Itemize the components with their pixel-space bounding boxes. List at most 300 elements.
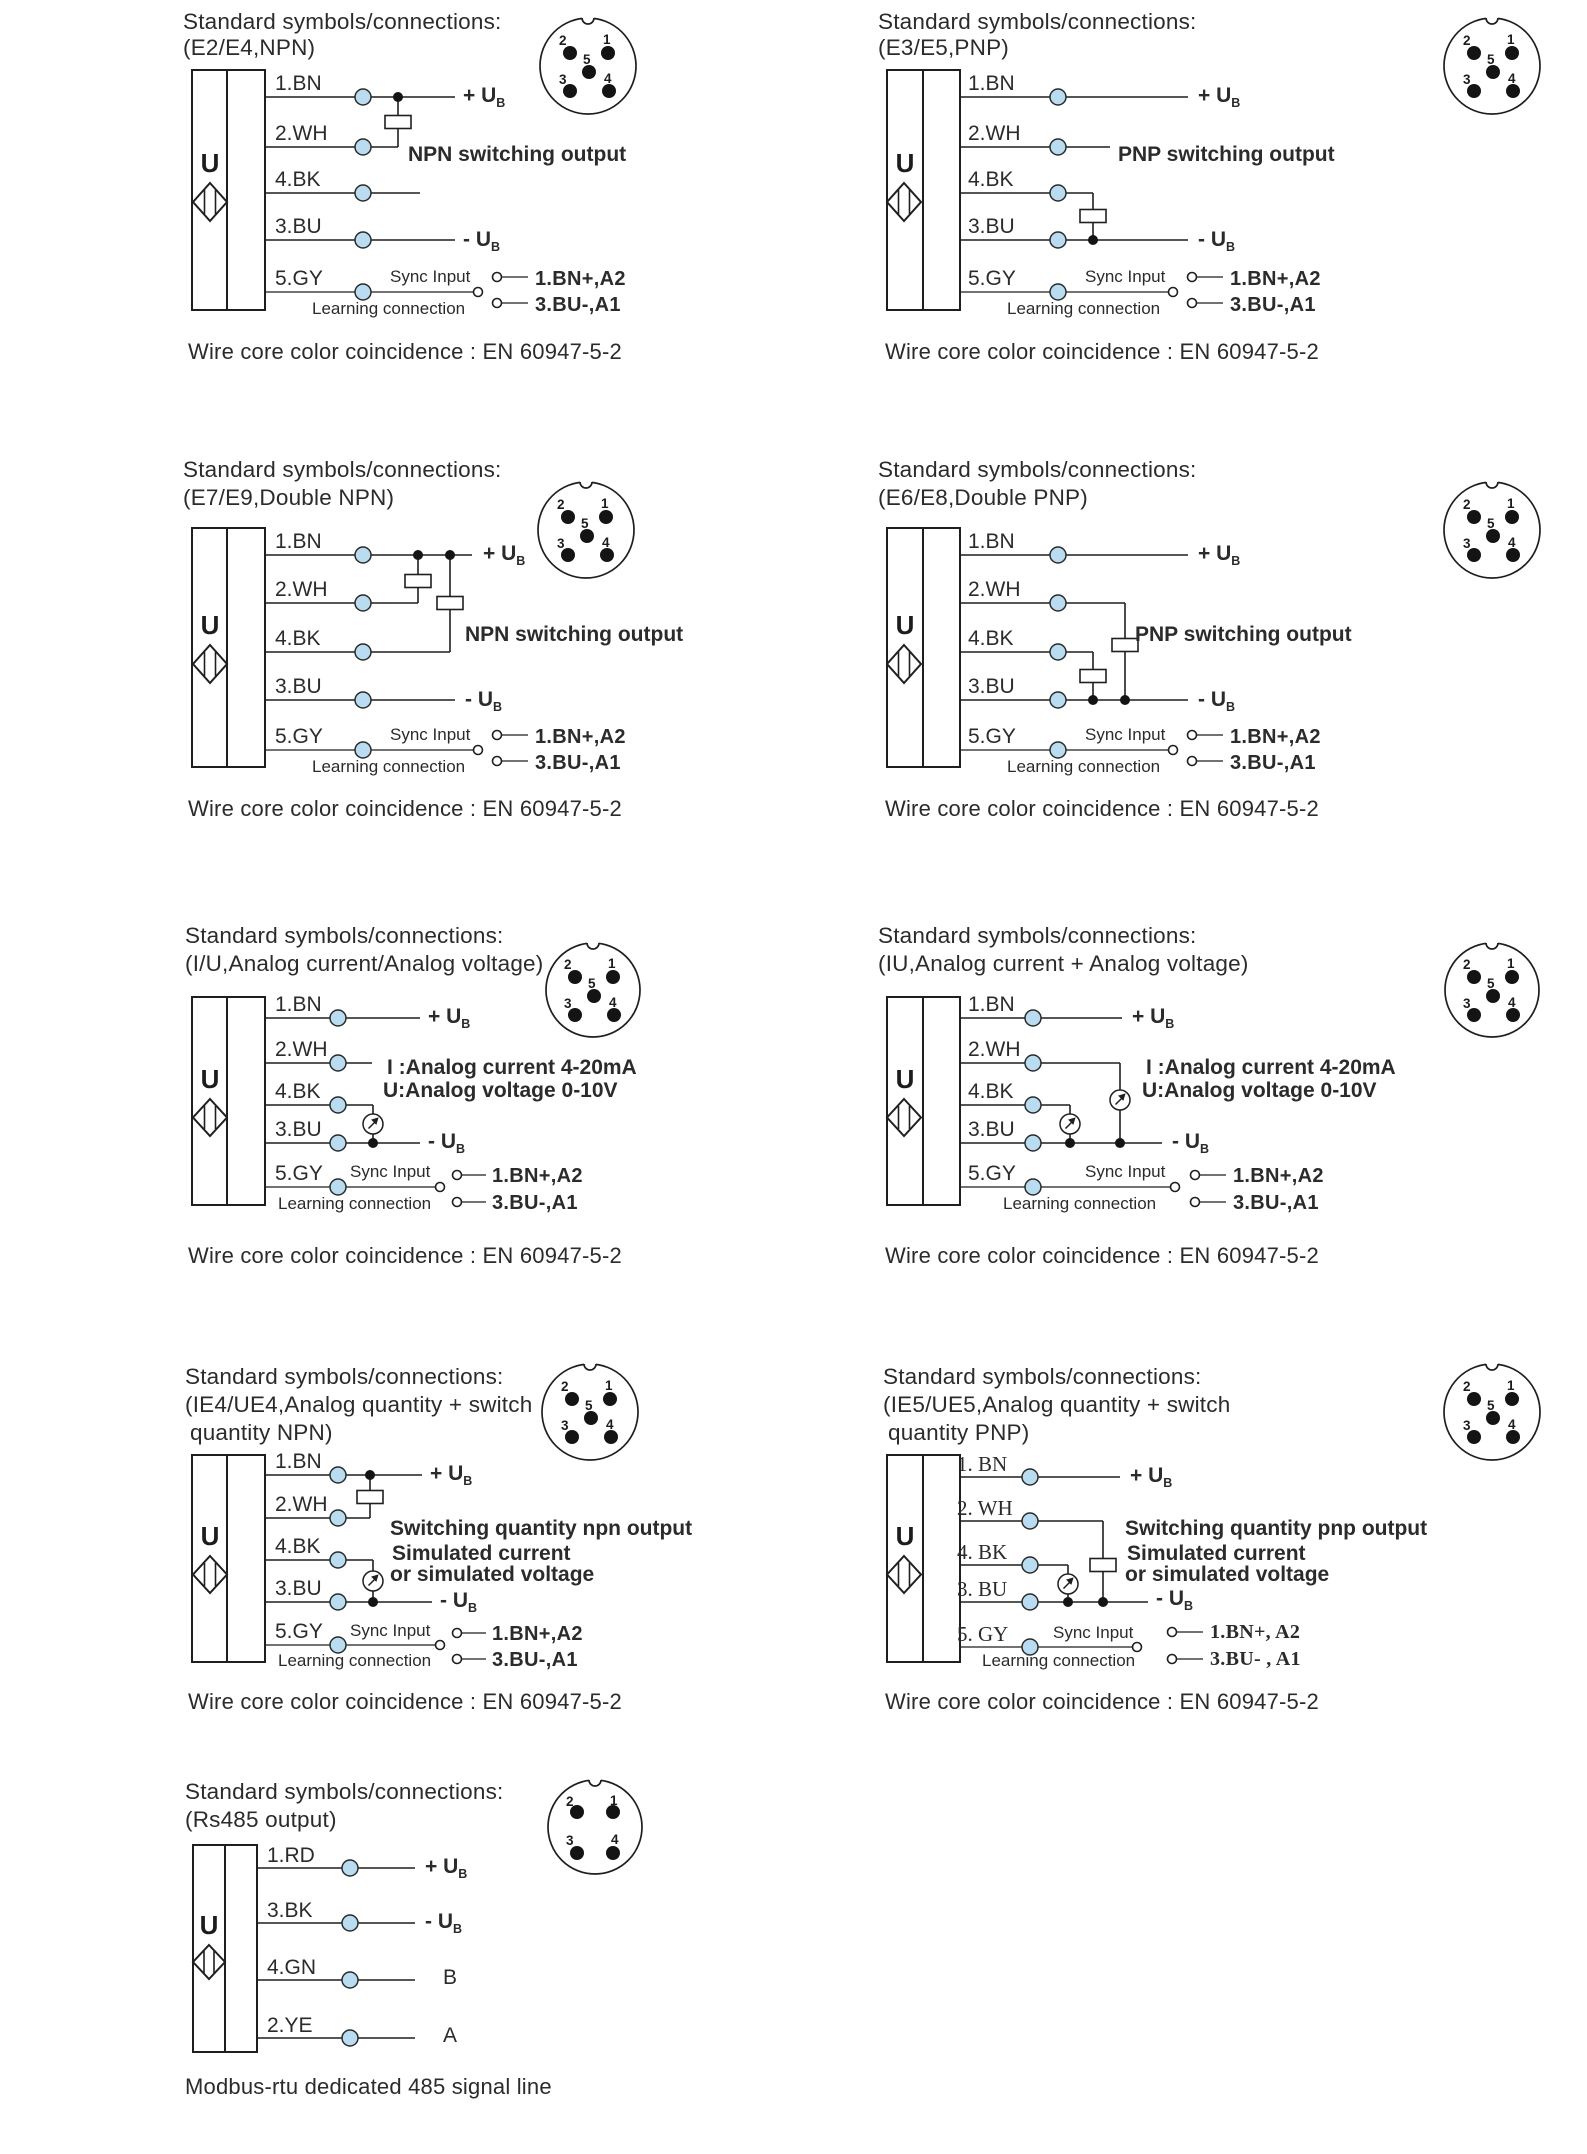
standard-footer: Wire core color coincidence : EN 60947-5-2 [188,1243,622,1268]
svg-text:2: 2 [1463,957,1471,972]
analog-current-label: I :Analog current 4-20mA [387,1056,637,1079]
supply-plus-label: + $U_B$ [483,542,526,569]
connection-dot [355,692,371,708]
supply-minus-label: - $U_B$ [1156,1587,1194,1614]
svg-text:3: 3 [566,1833,574,1848]
sync-input-label: Sync Input [350,1621,431,1640]
sync-terminal-2: 3.BU-,A1 [535,294,621,316]
junction-dot [368,1138,378,1148]
wire-label-2wh: 2.WH [275,578,328,601]
supply-plus-label: + $U_B$ [425,1855,468,1882]
wire-label-3bu: 3.BU [968,1118,1015,1141]
sync-terminal-2: 3.BU-,A1 [535,752,621,774]
connection-dot [1050,232,1066,248]
svg-text:3: 3 [564,996,572,1011]
sensor-box-e2e4 [192,70,265,310]
connection-dot [1050,547,1066,563]
m12-connector-5pin [1444,476,1540,578]
svg-text:1: 1 [610,1793,618,1808]
svg-text:2: 2 [559,33,567,48]
supply-minus-label: - $U_B$ [1172,1130,1210,1157]
wire-label-1rd: 1.RD [267,1844,315,1867]
connection-dot [330,1510,346,1526]
sync-terminal-1: 1.BN+,A2 [535,726,626,748]
svg-text:3: 3 [1463,1418,1471,1433]
m12-connector-5pin [1444,1358,1540,1460]
wire-label-5gy: 5. GY [957,1622,1009,1646]
svg-text:1: 1 [608,956,616,971]
standard-footer: Wire core color coincidence : EN 60947-5-2 [188,339,622,364]
wire-label-4bk: 4.BK [275,1535,321,1558]
svg-text:3: 3 [1463,536,1471,551]
wire-label-2wh: 2.WH [275,122,328,145]
connection-dot [1022,1469,1038,1485]
standard-footer: Wire core color coincidence : EN 60947-5-2 [885,339,1319,364]
svg-text:4: 4 [1508,995,1516,1010]
connection-dot [1050,139,1066,155]
sync-contact [1169,288,1178,297]
junction-dot [368,1597,378,1607]
wire-label-2wh: 2.WH [968,578,1021,601]
diagram-subtitle: (E3/E5,PNP) [878,35,1009,60]
supply-minus-label: - $U_B$ [463,228,501,255]
supply-minus-label: - $U_B$ [1198,228,1236,255]
terminal-contact [1191,1198,1200,1207]
transducer-icon [193,645,227,683]
supply-plus-label: + $U_B$ [1132,1005,1175,1032]
connection-dot [355,89,371,105]
junction-dot [1088,695,1098,705]
connection-dot [1050,742,1066,758]
transducer-icon [193,1556,227,1593]
wire-label-5gy: 5.GY [275,725,323,748]
analog-voltage-label: U:Analog voltage 0-10V [383,1079,618,1102]
sync-terminal-1: 1.BN+,A2 [535,268,626,290]
supply-minus-label: - $U_B$ [465,688,503,715]
sync-input-label: Sync Input [390,725,471,744]
sensor-u-label: U [200,610,220,640]
wire-label-2wh: 2.WH [968,122,1021,145]
connection-dot [330,1179,346,1195]
diagram-title: Standard symbols/connections: [185,1779,504,1804]
sync-terminal-1: 1.BN+,A2 [492,1623,583,1645]
sensor-box-iu-slash [192,997,265,1205]
wire-label-3bu: 3. BU [957,1577,1008,1601]
diagram-subtitle: (E7/E9,Double NPN) [183,485,395,510]
connection-dot [342,2030,358,2046]
svg-text:2: 2 [564,957,572,972]
wire-label-3bu: 3.BU [275,1577,322,1600]
svg-text:2: 2 [1463,1379,1471,1394]
connection-dot [330,1055,346,1071]
sync-terminal-2: 3.BU- , A1 [1210,1648,1301,1670]
simulated-current-label: Simulated current [392,1542,571,1565]
sync-terminal-2: 3.BU-,A1 [1230,294,1316,316]
wire-label-2wh: 2.WH [275,1493,328,1516]
sensor-box-iu-plus [887,997,960,1205]
terminal-contact [453,1655,462,1664]
sync-contact [474,746,483,755]
sensor-u-label: U [895,610,915,640]
connection-dot [1025,1055,1041,1071]
sensor-box-ie4ue4 [192,1455,265,1662]
svg-text:4: 4 [609,995,617,1010]
analog-current-label: I :Analog current 4-20mA [1146,1056,1396,1079]
wire-label-5gy: 5.GY [275,1620,323,1643]
sync-input-label: Sync Input [350,1162,431,1181]
wire-label-3bu: 3.BU [275,1118,322,1141]
terminal-contact [1188,757,1197,766]
diagram-title: Standard symbols/connections: [185,1364,504,1389]
m12-connector-5pin [540,12,636,114]
connection-dot [1050,284,1066,300]
diagram-subtitle-2: quantity NPN) [190,1420,333,1445]
transducer-icon [193,1945,225,1979]
diagram-title: Standard symbols/connections: [183,457,502,482]
transducer-icon [887,1099,921,1136]
resistor-icon [405,575,431,588]
svg-text:3: 3 [561,1418,569,1433]
diagram-title: Standard symbols/connections: [878,923,1197,948]
svg-text:5: 5 [1487,516,1495,531]
sensor-u-label: U [895,1521,915,1551]
diagram-title: Standard symbols/connections: [185,923,504,948]
connection-dot [1050,692,1066,708]
svg-text:3: 3 [557,536,565,551]
sync-terminal-1: 1.BN+,A2 [1230,268,1321,290]
wire-label-4bk: 4.BK [275,168,321,191]
svg-text:5: 5 [588,976,596,991]
svg-text:5: 5 [1487,52,1495,67]
supply-minus-label: - $U_B$ [425,1910,463,1937]
connection-dot [342,1860,358,1876]
resistor-icon [357,1491,383,1504]
simulated-current-label: Simulated current [1127,1542,1306,1565]
sync-terminal-2: 3.BU-,A1 [492,1192,578,1214]
wire-label-2ye: 2.YE [267,2014,313,2037]
connection-dot [355,595,371,611]
simulated-voltage-label: or simulated voltage [1125,1563,1330,1586]
junction-dot [445,550,455,560]
junction-dot [413,550,423,560]
connection-dot [1025,1010,1041,1026]
svg-text:4: 4 [606,1417,614,1432]
svg-text:5: 5 [1487,1398,1495,1413]
junction-dot [393,92,403,102]
svg-text:5: 5 [583,52,591,67]
sync-input-label: Sync Input [1085,267,1166,286]
diagram-subtitle: (E6/E8,Double PNP) [878,485,1088,510]
learning-connection-label: Learning connection [312,757,466,776]
connection-dot [330,1467,346,1483]
supply-plus-label: + $U_B$ [430,1462,473,1489]
standard-footer: Wire core color coincidence : EN 60947-5-2 [885,796,1319,821]
terminal-contact [1168,1628,1177,1637]
resistor-icon [437,597,463,610]
junction-dot [1098,1597,1108,1607]
terminal-contact [1188,731,1197,740]
learning-connection-label: Learning connection [982,1651,1136,1670]
connection-dot [1050,644,1066,660]
svg-text:4: 4 [602,535,610,550]
connection-dot [330,1594,346,1610]
wire-label-4gn: 4.GN [267,1956,317,1979]
supply-plus-label: + $U_B$ [1130,1464,1173,1491]
m12-connector-5pin [538,476,634,578]
connection-dot [1022,1513,1038,1529]
resistor-icon [1090,1559,1116,1572]
sync-input-label: Sync Input [1053,1623,1134,1642]
terminal-contact [1188,273,1197,282]
sensor-u-label: U [200,1521,220,1551]
diagram-subtitle-2: quantity PNP) [888,1420,1030,1445]
sensor-box-e7e9 [192,528,265,767]
resistor-icon [1080,210,1106,223]
svg-text:3: 3 [1463,72,1471,87]
wire-label-1bn: 1.BN [968,72,1015,95]
wire-label-3bu: 3.BU [275,675,322,698]
output-label: NPN switching output [465,623,684,646]
diagram-subtitle: (IE4/UE4,Analog quantity + switch [185,1392,533,1417]
diagram-title: Standard symbols/connections: [878,457,1197,482]
wire-label-3bu: 3.BU [968,675,1015,698]
svg-text:3: 3 [559,72,567,87]
svg-text:4: 4 [1508,1417,1516,1432]
wire-label-5gy: 5.GY [275,267,323,290]
signal-a-label: A [443,2024,458,2047]
sync-terminal-1: 1.BN+, A2 [1210,1621,1301,1643]
sensor-u-label: U [199,1910,219,1940]
svg-text:5: 5 [1487,976,1495,991]
diagram-subtitle: (Rs485 output) [185,1807,337,1832]
supply-minus-label: - $U_B$ [428,1130,466,1157]
standard-footer: Wire core color coincidence : EN 60947-5-2 [885,1243,1319,1268]
wire-label-5gy: 5.GY [275,1162,323,1185]
connection-dot [1025,1179,1041,1195]
terminal-contact [493,731,502,740]
sync-input-label: Sync Input [390,267,471,286]
wire-label-4bk: 4.BK [968,168,1014,191]
svg-text:2: 2 [1463,33,1471,48]
junction-dot [1115,1138,1125,1148]
learning-connection-label: Learning connection [278,1194,432,1213]
connection-dot [1050,185,1066,201]
svg-text:2: 2 [561,1379,569,1394]
junction-dot [1065,1138,1075,1148]
diagram-title: Standard symbols/connections: [883,1364,1202,1389]
sensor-u-label: U [895,148,915,178]
m12-connector-4pin [548,1774,642,1874]
wire-label-4bk: 4.BK [968,627,1014,650]
wire-label-1bn: 1.BN [275,993,322,1016]
learning-connection-label: Learning connection [1007,299,1161,318]
diagram-subtitle: (I/U,Analog current/Analog voltage) [185,951,544,976]
svg-text:1: 1 [603,32,611,47]
diagram-subtitle: (IE5/UE5,Analog quantity + switch [883,1392,1231,1417]
wire-label-1bn: 1.BN [275,1450,322,1473]
resistor-icon [1080,670,1106,683]
svg-text:4: 4 [611,1832,619,1847]
sync-contact [1169,746,1178,755]
wire-label-1bn: 1.BN [275,72,322,95]
junction-dot [1063,1597,1073,1607]
standard-footer: Wire core color coincidence : EN 60947-5-2 [885,1689,1319,1714]
sync-terminal-1: 1.BN+,A2 [1230,726,1321,748]
terminal-contact [1188,299,1197,308]
connection-dot [355,232,371,248]
supply-plus-label: + $U_B$ [1198,84,1241,111]
wire-label-4bk: 4. BK [957,1540,1008,1564]
m12-connector-5pin [1444,12,1540,114]
output-label: PNP switching output [1135,623,1352,646]
svg-text:1: 1 [1507,956,1515,971]
sync-contact [436,1183,445,1192]
sensor-box-e3e5 [887,70,960,310]
connection-dot [1050,595,1066,611]
connection-dot [342,1972,358,1988]
connection-dot [355,139,371,155]
wire-label-1bn: 1. BN [957,1452,1008,1476]
sensor-u-label: U [895,1064,915,1094]
wire-label-5gy: 5.GY [968,1162,1016,1185]
wire-label-1bn: 1.BN [968,993,1015,1016]
output-label: NPN switching output [408,143,627,166]
sync-input-label: Sync Input [1085,1162,1166,1181]
svg-text:3: 3 [1463,996,1471,1011]
diagram-subtitle: (E2/E4,NPN) [183,35,316,60]
output-label: Switching quantity pnp output [1125,1517,1428,1540]
m12-connector-5pin [542,1358,638,1460]
connection-dot [355,742,371,758]
wire-label-3bk: 3.BK [267,1899,313,1922]
junction-dot [1120,695,1130,705]
transducer-icon [193,183,227,221]
wire-label-1bn: 1.BN [275,530,322,553]
connection-dot [1022,1557,1038,1573]
connection-dot [355,185,371,201]
wire-label-2wh: 2. WH [957,1496,1013,1520]
sensor-u-label: U [200,148,220,178]
wire-label-2wh: 2.WH [968,1038,1021,1061]
supply-minus-label: - $U_B$ [1198,688,1236,715]
svg-text:1: 1 [601,496,609,511]
junction-dot [365,1470,375,1480]
svg-text:5: 5 [585,1398,593,1413]
sync-contact [474,288,483,297]
connection-dot [1025,1135,1041,1151]
output-label: PNP switching output [1118,143,1335,166]
connection-dot [330,1097,346,1113]
transducer-icon [887,645,921,683]
wire-label-2wh: 2.WH [275,1038,328,1061]
sync-input-label: Sync Input [1085,725,1166,744]
connection-dot [1050,89,1066,105]
signal-b-label: B [443,1966,458,1989]
sync-terminal-1: 1.BN+,A2 [1233,1165,1324,1187]
transducer-icon [887,183,921,221]
connection-dot [330,1135,346,1151]
wire-label-4bk: 4.BK [968,1080,1014,1103]
connection-dot [330,1010,346,1026]
supply-plus-label: + $U_B$ [1198,542,1241,569]
wire-label-5gy: 5.GY [968,725,1016,748]
sensor-box-rs485 [193,1845,257,2052]
analog-voltage-label: U:Analog voltage 0-10V [1142,1079,1377,1102]
m12-connector-5pin [1445,937,1539,1037]
terminal-contact [1168,1655,1177,1664]
sync-contact [1171,1183,1180,1192]
m12-connector-5pin [546,937,640,1037]
sensor-u-label: U [200,1064,220,1094]
terminal-contact [493,757,502,766]
terminal-contact [453,1198,462,1207]
connection-dot [355,284,371,300]
transducer-icon [193,1099,227,1136]
svg-text:1: 1 [1507,496,1515,511]
svg-text:2: 2 [557,497,565,512]
modbus-footer: Modbus-rtu dedicated 485 signal line [185,2074,552,2099]
svg-text:1: 1 [1507,1378,1515,1393]
terminal-contact [1191,1171,1200,1180]
svg-text:4: 4 [1508,535,1516,550]
wire-label-3bu: 3.BU [275,215,322,238]
standard-footer: Wire core color coincidence : EN 60947-5-2 [188,1689,622,1714]
standard-footer: Wire core color coincidence : EN 60947-5-2 [188,796,622,821]
terminal-contact [493,299,502,308]
learning-connection-label: Learning connection [1003,1194,1157,1213]
wire-label-4bk: 4.BK [275,1080,321,1103]
sync-contact [436,1641,445,1650]
connection-dot [330,1552,346,1568]
diagram-title: Standard symbols/connections: [878,9,1197,34]
wire-label-5gy: 5.GY [968,267,1016,290]
learning-connection-label: Learning connection [1007,757,1161,776]
svg-text:1: 1 [1507,32,1515,47]
terminal-contact [493,273,502,282]
svg-text:4: 4 [604,71,612,86]
supply-plus-label: + $U_B$ [428,1005,471,1032]
svg-text:1: 1 [605,1378,613,1393]
terminal-contact [453,1171,462,1180]
sensor-box-e6e8 [887,528,960,767]
sync-terminal-2: 3.BU-,A1 [1233,1192,1319,1214]
connection-dot [1025,1097,1041,1113]
resistor-icon [385,116,411,129]
connection-dot [355,547,371,563]
wire-label-1bn: 1.BN [968,530,1015,553]
wire-label-3bu: 3.BU [968,215,1015,238]
svg-text:2: 2 [1463,497,1471,512]
transducer-icon [887,1556,921,1593]
svg-text:5: 5 [581,516,589,531]
learning-connection-label: Learning connection [312,299,466,318]
diagram-subtitle: (IU,Analog current + Analog voltage) [878,951,1249,976]
junction-dot [1088,235,1098,245]
sync-terminal-2: 3.BU-,A1 [1230,752,1316,774]
simulated-voltage-label: or simulated voltage [390,1563,595,1586]
supply-minus-label: - $U_B$ [440,1589,478,1616]
svg-text:4: 4 [1508,71,1516,86]
sensor-box-ie5ue5 [887,1455,960,1662]
output-label: Switching quantity npn output [390,1517,693,1540]
connection-dot [342,1915,358,1931]
diagram-title: Standard symbols/connections: [183,9,502,34]
supply-plus-label: + $U_B$ [463,84,506,111]
svg-text:2: 2 [566,1794,574,1809]
sync-terminal-2: 3.BU-,A1 [492,1649,578,1671]
connection-dot [355,644,371,660]
sync-terminal-1: 1.BN+,A2 [492,1165,583,1187]
